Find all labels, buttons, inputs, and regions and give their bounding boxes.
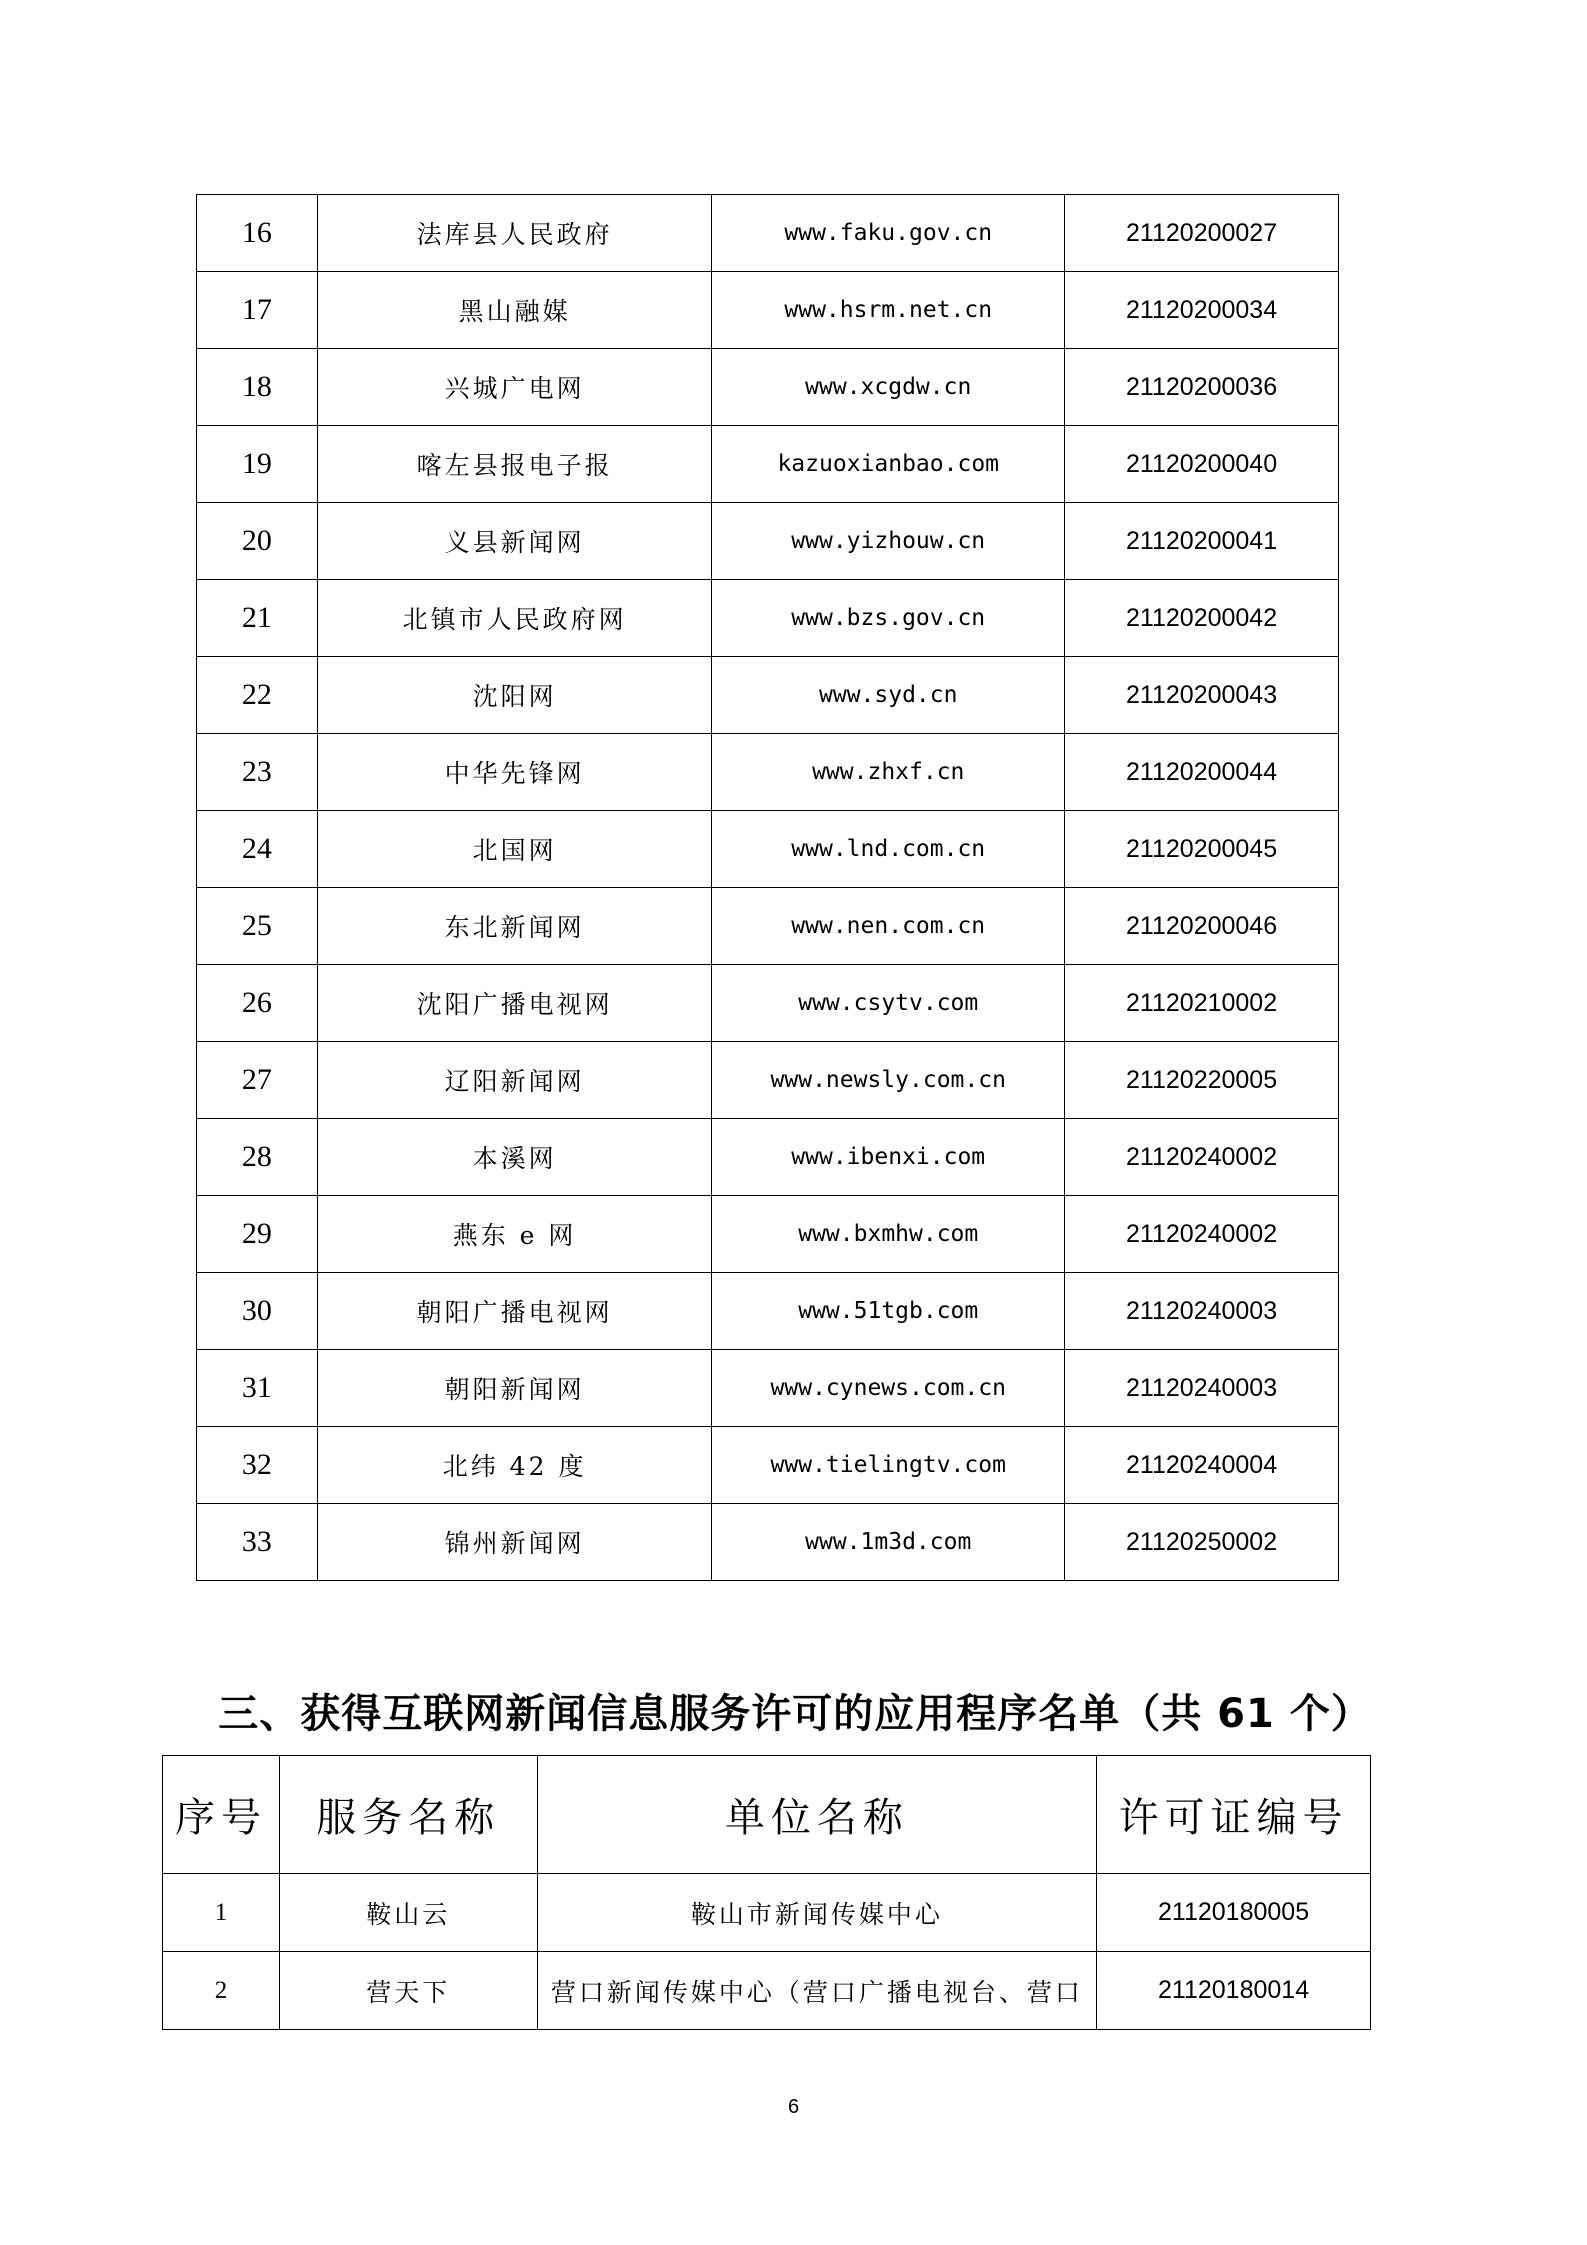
cell-site-url: www.zhxf.cn bbox=[712, 734, 1065, 811]
cell-site-name: 燕东 e 网 bbox=[317, 1196, 711, 1273]
cell-serial-no: 26 bbox=[197, 965, 318, 1042]
table-row bbox=[197, 1196, 1339, 1273]
header-serial-no: 序号 bbox=[163, 1756, 280, 1874]
table-row bbox=[197, 965, 1339, 1042]
cell-site-url: www.hsrm.net.cn bbox=[712, 272, 1065, 349]
cell-site-name: 义县新闻网 bbox=[317, 503, 711, 580]
cell-serial-no: 21 bbox=[197, 580, 318, 657]
table-row bbox=[197, 195, 1339, 272]
cell-license-no: 21120240003 bbox=[1065, 1350, 1339, 1427]
cell-site-name: 朝阳广播电视网 bbox=[317, 1273, 711, 1350]
cell-site-url: www.lnd.com.cn bbox=[712, 811, 1065, 888]
cell-license-no: 21120200034 bbox=[1065, 272, 1339, 349]
cell-site-name: 朝阳新闻网 bbox=[317, 1350, 711, 1427]
cell-site-url: www.nen.com.cn bbox=[712, 888, 1065, 965]
cell-serial-no: 25 bbox=[197, 888, 318, 965]
app-license-table bbox=[162, 1755, 1371, 2030]
cell-site-name: 黑山融媒 bbox=[317, 272, 711, 349]
cell-site-name: 本溪网 bbox=[317, 1119, 711, 1196]
cell-license-no: 21120200040 bbox=[1065, 426, 1339, 503]
cell-license-no: 21120200036 bbox=[1065, 349, 1339, 426]
cell-license-no: 21120240002 bbox=[1065, 1119, 1339, 1196]
cell-site-url: www.1m3d.com bbox=[712, 1504, 1065, 1581]
table-row bbox=[197, 1273, 1339, 1350]
section-title: 三、获得互联网新闻信息服务许可的应用程序名单（共 61 个） bbox=[218, 1691, 1372, 1737]
cell-site-url: www.cynews.com.cn bbox=[712, 1350, 1065, 1427]
website-license-table-body bbox=[197, 195, 1339, 1581]
table-row bbox=[197, 503, 1339, 580]
table-row bbox=[197, 1119, 1339, 1196]
cell-serial-no: 18 bbox=[197, 349, 318, 426]
cell-site-url: www.faku.gov.cn bbox=[712, 195, 1065, 272]
cell-license-no: 21120210002 bbox=[1065, 965, 1339, 1042]
cell-site-name: 北纬 42 度 bbox=[317, 1427, 711, 1504]
page-number: 6 bbox=[787, 2096, 800, 2118]
header-license-no: 许可证编号 bbox=[1097, 1756, 1371, 1874]
table-row bbox=[197, 580, 1339, 657]
cell-license-no: 21120180014 bbox=[1097, 1952, 1371, 2030]
app-license-table-body bbox=[163, 1874, 1371, 2030]
table-row bbox=[197, 657, 1339, 734]
cell-site-url: www.newsly.com.cn bbox=[712, 1042, 1065, 1119]
cell-serial-no: 29 bbox=[197, 1196, 318, 1273]
cell-site-name: 东北新闻网 bbox=[317, 888, 711, 965]
cell-license-no: 21120200042 bbox=[1065, 580, 1339, 657]
table-row bbox=[197, 349, 1339, 426]
cell-site-name: 北国网 bbox=[317, 811, 711, 888]
cell-serial-no: 32 bbox=[197, 1427, 318, 1504]
cell-site-url: www.csytv.com bbox=[712, 965, 1065, 1042]
cell-serial-no: 33 bbox=[197, 1504, 318, 1581]
cell-site-name: 沈阳广播电视网 bbox=[317, 965, 711, 1042]
table-row bbox=[197, 1427, 1339, 1504]
cell-site-url: www.tielingtv.com bbox=[712, 1427, 1065, 1504]
table-row bbox=[197, 272, 1339, 349]
table-row bbox=[197, 1504, 1339, 1581]
cell-site-name: 喀左县报电子报 bbox=[317, 426, 711, 503]
table-row bbox=[197, 1042, 1339, 1119]
table-row bbox=[197, 888, 1339, 965]
cell-serial-no: 30 bbox=[197, 1273, 318, 1350]
cell-site-name: 锦州新闻网 bbox=[317, 1504, 711, 1581]
cell-site-url: www.bzs.gov.cn bbox=[712, 580, 1065, 657]
cell-site-url: www.xcgdw.cn bbox=[712, 349, 1065, 426]
cell-unit-name: 营口新闻传媒中心（营口广播电视台、营口 bbox=[537, 1952, 1096, 2030]
cell-license-no: 21120200045 bbox=[1065, 811, 1339, 888]
cell-serial-no: 28 bbox=[197, 1119, 318, 1196]
cell-serial-no: 19 bbox=[197, 426, 318, 503]
cell-license-no: 21120200027 bbox=[1065, 195, 1339, 272]
cell-unit-name: 鞍山市新闻传媒中心 bbox=[537, 1874, 1096, 1952]
cell-license-no: 21120240004 bbox=[1065, 1427, 1339, 1504]
header-unit-name: 单位名称 bbox=[537, 1756, 1096, 1874]
cell-site-url: www.yizhouw.cn bbox=[712, 503, 1065, 580]
cell-license-no: 21120240003 bbox=[1065, 1273, 1339, 1350]
cell-license-no: 21120200044 bbox=[1065, 734, 1339, 811]
cell-service-name: 鞍山云 bbox=[279, 1874, 537, 1952]
cell-license-no: 21120200046 bbox=[1065, 888, 1339, 965]
cell-license-no: 21120240002 bbox=[1065, 1196, 1339, 1273]
cell-license-no: 21120180005 bbox=[1097, 1874, 1371, 1952]
cell-site-url: www.bxmhw.com bbox=[712, 1196, 1065, 1273]
cell-license-no: 21120200043 bbox=[1065, 657, 1339, 734]
cell-site-name: 法库县人民政府 bbox=[317, 195, 711, 272]
cell-serial-no: 2 bbox=[163, 1952, 280, 2030]
cell-site-url: www.syd.cn bbox=[712, 657, 1065, 734]
cell-serial-no: 24 bbox=[197, 811, 318, 888]
website-license-table bbox=[196, 194, 1339, 1581]
table-row bbox=[197, 811, 1339, 888]
cell-site-url: www.51tgb.com bbox=[712, 1273, 1065, 1350]
cell-site-name: 兴城广电网 bbox=[317, 349, 711, 426]
cell-license-no: 21120250002 bbox=[1065, 1504, 1339, 1581]
cell-service-name: 营天下 bbox=[279, 1952, 537, 2030]
cell-license-no: 21120200041 bbox=[1065, 503, 1339, 580]
table-row bbox=[197, 734, 1339, 811]
cell-license-no: 21120220005 bbox=[1065, 1042, 1339, 1119]
header-service-name: 服务名称 bbox=[279, 1756, 537, 1874]
cell-serial-no: 31 bbox=[197, 1350, 318, 1427]
cell-serial-no: 27 bbox=[197, 1042, 318, 1119]
table-row bbox=[197, 426, 1339, 503]
table-row bbox=[163, 1952, 1371, 2030]
cell-site-url: www.ibenxi.com bbox=[712, 1119, 1065, 1196]
cell-site-name: 北镇市人民政府网 bbox=[317, 580, 711, 657]
cell-serial-no: 1 bbox=[163, 1874, 280, 1952]
cell-serial-no: 16 bbox=[197, 195, 318, 272]
cell-site-name: 辽阳新闻网 bbox=[317, 1042, 711, 1119]
table-header-row bbox=[163, 1756, 1371, 1874]
cell-serial-no: 22 bbox=[197, 657, 318, 734]
table-row bbox=[163, 1874, 1371, 1952]
cell-site-name: 中华先锋网 bbox=[317, 734, 711, 811]
cell-serial-no: 17 bbox=[197, 272, 318, 349]
cell-serial-no: 23 bbox=[197, 734, 318, 811]
cell-site-name: 沈阳网 bbox=[317, 657, 711, 734]
cell-serial-no: 20 bbox=[197, 503, 318, 580]
cell-site-url: kazuoxianbao.com bbox=[712, 426, 1065, 503]
table-row bbox=[197, 1350, 1339, 1427]
